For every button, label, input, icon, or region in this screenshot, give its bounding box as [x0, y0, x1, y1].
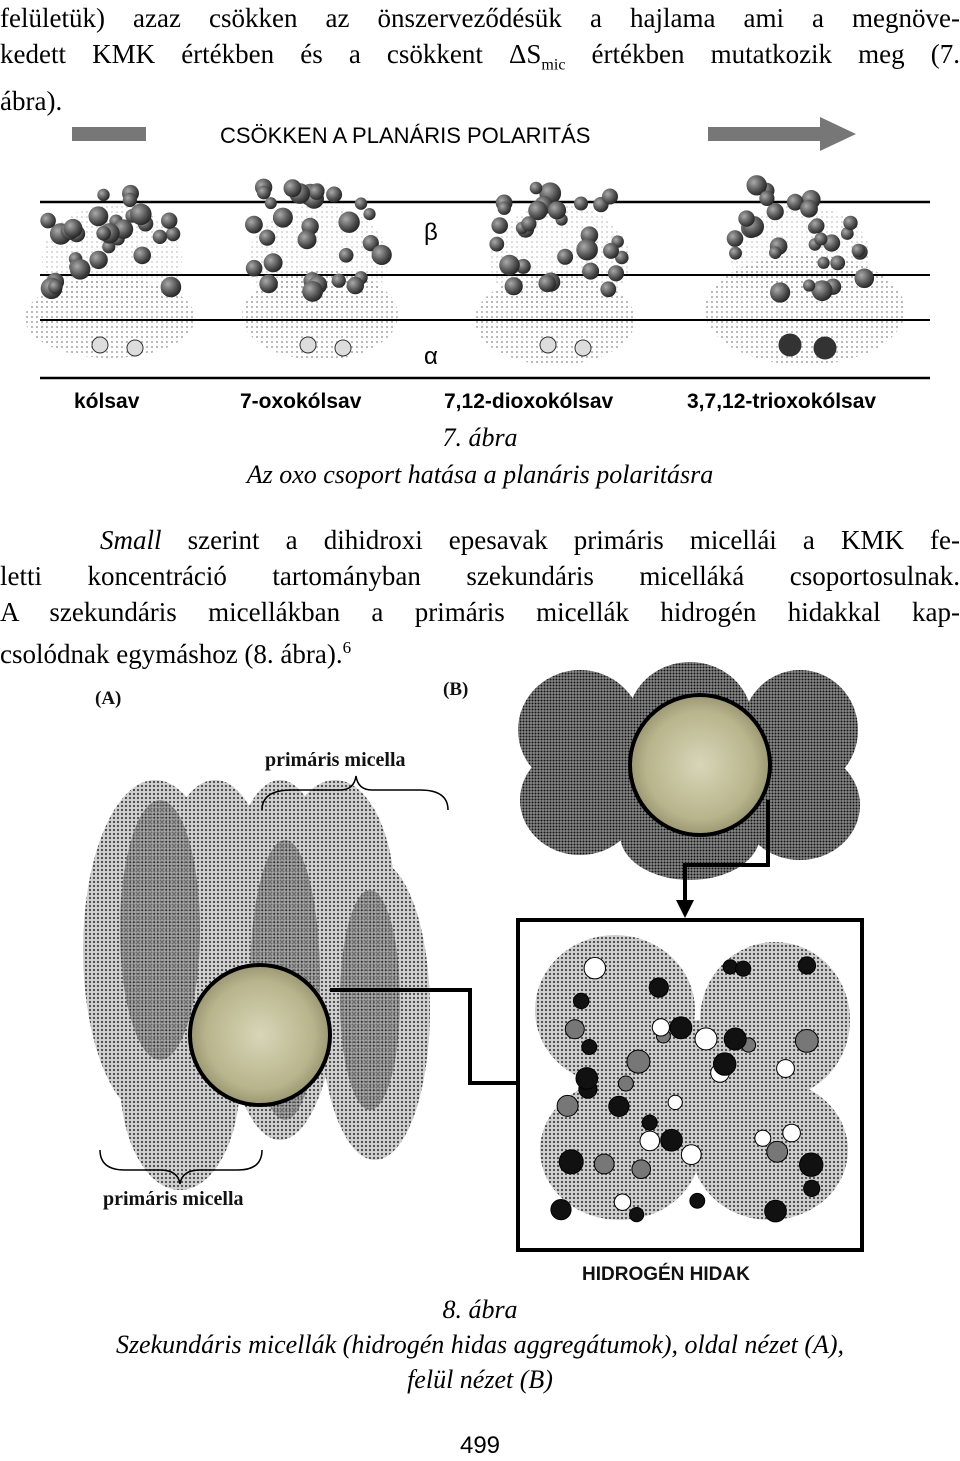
figure-7-number: 7. ábra	[442, 423, 518, 452]
atom-sphere	[609, 1096, 629, 1116]
beta-face-label: β	[424, 219, 438, 246]
atom-sphere	[649, 978, 668, 997]
arrow-down-icon	[676, 900, 694, 918]
atom-sphere	[661, 1129, 683, 1151]
alpha-face-label: α	[424, 343, 438, 370]
body-line-2: letti koncentráció tartományban szekundáris micelláká csoportosulnak.	[0, 561, 960, 591]
atom-sphere	[798, 957, 815, 974]
atom-sphere	[690, 1193, 705, 1208]
atom-sphere	[695, 1028, 717, 1050]
figure-8-caption-line-1: Szekundáris micellák (hidrogén hidas aggregátumok), oldal nézet (A),	[115, 1330, 845, 1359]
compound-label-1: kólsav	[74, 390, 140, 413]
atom-sphere	[783, 1124, 801, 1142]
atom-sphere	[800, 1153, 823, 1176]
compound-label-4: 3,7,12-trioxokólsav	[687, 390, 877, 413]
atom-sphere	[765, 1200, 787, 1222]
atom-sphere	[565, 1020, 584, 1039]
atom-sphere	[723, 960, 737, 974]
atom-sphere	[627, 1050, 650, 1073]
delta-s-symbol: $\Delta S_{mic}$	[509, 39, 566, 74]
atom-sphere	[551, 1200, 571, 1220]
intro-line-3: ábra).	[0, 86, 63, 117]
atom-sphere	[795, 1030, 818, 1053]
primary-micelle-label-top: primáris micella	[265, 749, 406, 771]
atom-sphere	[681, 1145, 701, 1165]
figure-8-caption-line-2: felül nézet (B)	[407, 1365, 553, 1394]
page-number: 499	[459, 1432, 501, 1459]
side-view-core-circle	[190, 965, 330, 1105]
atom-sphere	[582, 1040, 597, 1055]
atom-sphere	[714, 1053, 736, 1075]
atom-sphere	[804, 1180, 820, 1196]
atom-sphere	[724, 1028, 746, 1050]
atom-sphere	[594, 1154, 614, 1174]
atom-sphere	[557, 1095, 578, 1116]
hydrogen-bridges-label: HIDROGÉN HIDAK	[582, 1264, 750, 1285]
body-line-3: A szekundáris micellákban a primáris micellák hidrogén hidakkal kap-	[0, 597, 960, 627]
figure-8-number: 8. ábra	[442, 1295, 518, 1324]
atom-sphere	[755, 1130, 771, 1146]
atom-sphere	[736, 961, 751, 976]
primary-micelle-label-bottom: primáris micella	[103, 1188, 244, 1210]
atom-sphere	[576, 1068, 598, 1090]
atom-sphere	[559, 1150, 583, 1174]
polarity-arrow-label: CSÖKKEN A PLANÁRIS POLARITÁS	[220, 123, 591, 148]
compound-label-2: 7-oxokólsav	[240, 390, 362, 413]
atom-sphere	[584, 958, 605, 979]
atom-sphere	[574, 993, 589, 1008]
intro-line-2: kedett KMK értékben és a csökkent $\Delta S_{mic}$ értékben mutatkozik meg (7.	[0, 39, 960, 74]
atom-sphere	[640, 1131, 660, 1151]
atom-sphere	[618, 1076, 633, 1091]
atom-sphere	[642, 1115, 657, 1130]
panel-label-a: (A)	[95, 688, 122, 709]
atom-sphere	[777, 1060, 795, 1078]
atom-sphere	[632, 1160, 651, 1179]
intro-line-1: felületük) azaz csökken az önszerveződésük a hajlama ami a megnöve-	[0, 3, 960, 33]
compound-label-3: 7,12-dioxokólsav	[444, 390, 614, 413]
atom-sphere	[652, 1019, 669, 1036]
atom-sphere	[668, 1095, 682, 1109]
body-line-1: Small szerint a dihidroxi epesavak primáris micellái a KMK fe-	[100, 525, 960, 555]
footnote-ref: 6	[342, 638, 352, 657]
atom-sphere	[614, 1194, 630, 1210]
top-view-core-circle	[630, 695, 770, 835]
panel-label-b: (B)	[443, 679, 469, 700]
body-line-4: csolódnak egymáshoz (8. ábra).$^6$	[0, 638, 352, 669]
figure-7-caption: Az oxo csoport hatása a planáris polaritásra	[246, 460, 714, 489]
atom-sphere	[767, 1141, 788, 1162]
atom-sphere	[630, 1208, 644, 1222]
atom-sphere	[670, 1017, 692, 1039]
